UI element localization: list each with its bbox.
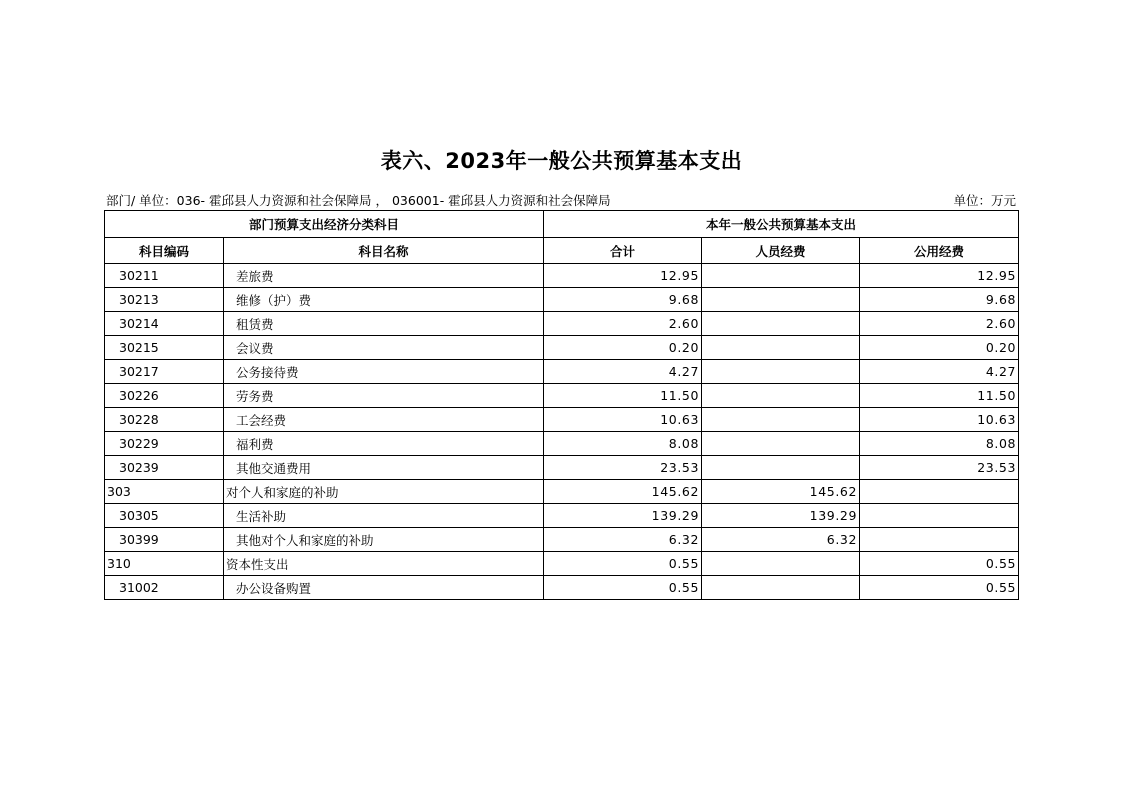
column-header-personnel: 人员经费 — [702, 238, 860, 264]
cell-code: 30217 — [105, 360, 224, 384]
cell-personnel: 6.32 — [702, 528, 860, 552]
page-title: 表六、2023年一般公共预算基本支出 — [380, 149, 743, 173]
unit-line: 单位：万元 — [953, 193, 1016, 208]
cell-code: 30213 — [105, 288, 224, 312]
cell-code: 30239 — [105, 456, 224, 480]
cell-public: 12.95 — [860, 264, 1019, 288]
column-header-total: 合计 — [544, 238, 702, 264]
cell-total: 0.20 — [544, 336, 702, 360]
cell-name: 办公设备购置 — [224, 576, 544, 600]
cell-total: 4.27 — [544, 360, 702, 384]
cell-code: 30226 — [105, 384, 224, 408]
cell-code: 30399 — [105, 528, 224, 552]
table-row — [105, 336, 1019, 360]
cell-name: 对个人和家庭的补助 — [224, 480, 544, 504]
cell-code: 310 — [105, 552, 224, 576]
cell-total: 2.60 — [544, 312, 702, 336]
cell-name: 会议费 — [224, 336, 544, 360]
cell-code: 30211 — [105, 264, 224, 288]
column-header-name: 科目名称 — [224, 238, 544, 264]
cell-total: 11.50 — [544, 384, 702, 408]
cell-code: 30229 — [105, 432, 224, 456]
expenditure-table — [104, 210, 1019, 600]
table-row — [105, 360, 1019, 384]
table-row — [105, 504, 1019, 528]
cell-name: 福利费 — [224, 432, 544, 456]
cell-code: 30214 — [105, 312, 224, 336]
table-body — [105, 264, 1019, 600]
cell-name: 维修（护）费 — [224, 288, 544, 312]
cell-name: 工会经费 — [224, 408, 544, 432]
cell-public — [860, 480, 1019, 504]
cell-total: 145.62 — [544, 480, 702, 504]
cell-public: 8.08 — [860, 432, 1019, 456]
column-header-row — [105, 238, 1019, 264]
cell-total: 139.29 — [544, 504, 702, 528]
cell-personnel — [702, 264, 860, 288]
table-row — [105, 480, 1019, 504]
cell-public: 10.63 — [860, 408, 1019, 432]
cell-personnel: 145.62 — [702, 480, 860, 504]
cell-name: 差旅费 — [224, 264, 544, 288]
cell-public — [860, 504, 1019, 528]
cell-personnel — [702, 312, 860, 336]
cell-personnel — [702, 336, 860, 360]
cell-total: 9.68 — [544, 288, 702, 312]
cell-total: 0.55 — [544, 576, 702, 600]
cell-public: 4.27 — [860, 360, 1019, 384]
cell-personnel — [702, 408, 860, 432]
group-header-row — [105, 211, 1019, 238]
cell-name: 其他交通费用 — [224, 456, 544, 480]
table-row — [105, 264, 1019, 288]
cell-personnel — [702, 288, 860, 312]
cell-total: 0.55 — [544, 552, 702, 576]
column-header-public: 公用经费 — [860, 238, 1019, 264]
cell-name: 生活补助 — [224, 504, 544, 528]
group-header-classification: 部门预算支出经济分类科目 — [105, 211, 544, 238]
cell-total: 12.95 — [544, 264, 702, 288]
column-header-code: 科目编码 — [105, 238, 224, 264]
table-row — [105, 288, 1019, 312]
group-header-expenditure: 本年一般公共预算基本支出 — [544, 211, 1019, 238]
cell-personnel — [702, 432, 860, 456]
cell-code: 31002 — [105, 576, 224, 600]
cell-name: 其他对个人和家庭的补助 — [224, 528, 544, 552]
cell-public — [860, 528, 1019, 552]
cell-personnel: 139.29 — [702, 504, 860, 528]
cell-public: 11.50 — [860, 384, 1019, 408]
cell-public: 0.20 — [860, 336, 1019, 360]
cell-personnel — [702, 576, 860, 600]
cell-total: 10.63 — [544, 408, 702, 432]
cell-public: 0.55 — [860, 576, 1019, 600]
cell-public: 2.60 — [860, 312, 1019, 336]
cell-total: 6.32 — [544, 528, 702, 552]
cell-total: 8.08 — [544, 432, 702, 456]
cell-code: 30305 — [105, 504, 224, 528]
table-row — [105, 432, 1019, 456]
cell-personnel — [702, 552, 860, 576]
cell-code: 30228 — [105, 408, 224, 432]
department-line: 部门/ 单位：036- 霍邱县人力资源和社会保障局 ， 036001- 霍邱县人力资源和社会保障局 — [106, 193, 611, 208]
table-row — [105, 312, 1019, 336]
cell-name: 公务接待费 — [224, 360, 544, 384]
cell-total: 23.53 — [544, 456, 702, 480]
cell-name: 劳务费 — [224, 384, 544, 408]
cell-name: 资本性支出 — [224, 552, 544, 576]
cell-public: 0.55 — [860, 552, 1019, 576]
cell-personnel — [702, 384, 860, 408]
cell-public: 23.53 — [860, 456, 1019, 480]
cell-public: 9.68 — [860, 288, 1019, 312]
table-row — [105, 552, 1019, 576]
table-row — [105, 408, 1019, 432]
table-row — [105, 528, 1019, 552]
cell-personnel — [702, 456, 860, 480]
table-row — [105, 384, 1019, 408]
table-row — [105, 576, 1019, 600]
cell-code: 303 — [105, 480, 224, 504]
cell-code: 30215 — [105, 336, 224, 360]
table-row — [105, 456, 1019, 480]
cell-name: 租赁费 — [224, 312, 544, 336]
cell-personnel — [702, 360, 860, 384]
